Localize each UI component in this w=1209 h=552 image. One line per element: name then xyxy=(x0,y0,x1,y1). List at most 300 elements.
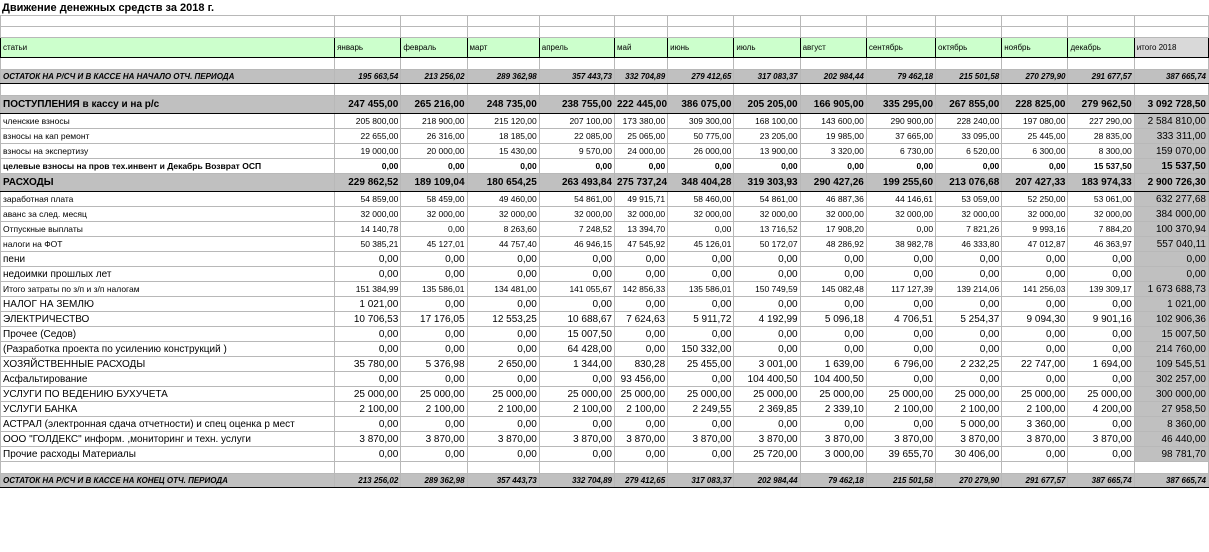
value-cell[interactable]: 32 000,00 xyxy=(467,207,539,222)
value-cell[interactable]: 267 855,00 xyxy=(936,96,1002,114)
value-cell[interactable]: 4 192,99 xyxy=(734,312,800,327)
value-cell[interactable]: 32 000,00 xyxy=(936,207,1002,222)
value-cell[interactable]: 207 100,00 xyxy=(539,114,614,129)
value-cell[interactable]: 213 076,68 xyxy=(936,174,1002,192)
value-cell[interactable]: 4 706,51 xyxy=(866,312,935,327)
value-cell[interactable]: 6 730,00 xyxy=(866,144,935,159)
value-cell[interactable]: 0,00 xyxy=(539,159,614,174)
value-cell[interactable]: 2 232,25 xyxy=(936,357,1002,372)
value-cell[interactable]: 23 205,00 xyxy=(734,129,800,144)
value-cell[interactable]: 0,00 xyxy=(467,267,539,282)
value-cell[interactable]: 13 900,00 xyxy=(734,144,800,159)
value-cell[interactable]: 2 369,85 xyxy=(734,402,800,417)
value-cell[interactable]: 0,00 xyxy=(800,327,866,342)
value-cell[interactable]: 0,00 xyxy=(936,252,1002,267)
value-cell[interactable]: 32 000,00 xyxy=(1068,207,1134,222)
value-cell[interactable]: 0,00 xyxy=(668,327,734,342)
empty-cell[interactable] xyxy=(866,84,935,96)
value-cell[interactable]: 25 000,00 xyxy=(539,387,614,402)
value-cell[interactable]: 0,00 xyxy=(734,252,800,267)
value-cell[interactable]: 13 716,52 xyxy=(734,222,800,237)
value-cell[interactable]: 0,00 xyxy=(866,372,935,387)
value-cell[interactable]: 3 870,00 xyxy=(1002,432,1068,447)
empty-cell[interactable] xyxy=(1,462,335,474)
value-cell[interactable]: 0,00 xyxy=(467,417,539,432)
value-cell[interactable]: 0,00 xyxy=(467,372,539,387)
value-cell[interactable]: 145 082,48 xyxy=(800,282,866,297)
empty-cell[interactable] xyxy=(467,27,539,38)
empty-cell[interactable] xyxy=(401,84,467,96)
value-cell[interactable]: 0,00 xyxy=(1068,327,1134,342)
value-cell[interactable]: 290 900,00 xyxy=(866,114,935,129)
value-cell[interactable]: 0,00 xyxy=(1068,342,1134,357)
empty-cell[interactable] xyxy=(401,27,467,38)
empty-cell[interactable] xyxy=(615,462,668,474)
value-cell[interactable]: 38 982,78 xyxy=(866,237,935,252)
value-cell[interactable]: 2 100,00 xyxy=(467,402,539,417)
value-cell[interactable]: 0,00 xyxy=(467,342,539,357)
total-cell[interactable]: 0,00 xyxy=(1134,267,1208,282)
empty-cell[interactable] xyxy=(1134,462,1208,474)
total-cell[interactable]: 100 370,94 xyxy=(1134,222,1208,237)
value-cell[interactable]: 275 737,24 xyxy=(615,174,668,192)
value-cell[interactable]: 28 835,00 xyxy=(1068,129,1134,144)
value-cell[interactable]: 0,00 xyxy=(800,159,866,174)
value-cell[interactable]: 1 021,00 xyxy=(335,297,401,312)
value-cell[interactable]: 0,00 xyxy=(734,342,800,357)
empty-cell[interactable] xyxy=(800,84,866,96)
value-cell[interactable]: 6 300,00 xyxy=(1002,144,1068,159)
value-cell[interactable]: 22 655,00 xyxy=(335,129,401,144)
empty-cell[interactable] xyxy=(668,462,734,474)
value-cell[interactable]: 386 075,00 xyxy=(668,96,734,114)
empty-cell[interactable] xyxy=(866,27,935,38)
value-cell[interactable]: 0,00 xyxy=(668,417,734,432)
value-cell[interactable]: 227 290,00 xyxy=(1068,114,1134,129)
total-cell[interactable]: 632 277,68 xyxy=(1134,192,1208,207)
value-cell[interactable]: 0,00 xyxy=(539,372,614,387)
empty-cell[interactable] xyxy=(1134,84,1208,96)
empty-cell[interactable] xyxy=(615,16,668,27)
value-cell[interactable]: 9 993,16 xyxy=(1002,222,1068,237)
empty-cell[interactable] xyxy=(335,16,401,27)
value-cell[interactable]: 10 706,53 xyxy=(335,312,401,327)
value-cell[interactable]: 0,00 xyxy=(668,267,734,282)
row-label-cell[interactable]: АСТРАЛ (электронная сдача отчетности) и спец оценка р мест xyxy=(1,417,335,432)
value-cell[interactable]: 19 985,00 xyxy=(800,129,866,144)
value-cell[interactable]: 25 000,00 xyxy=(866,387,935,402)
value-cell[interactable]: 25 000,00 xyxy=(668,387,734,402)
row-label-cell[interactable]: аванс за след. месяц xyxy=(1,207,335,222)
row-label-cell[interactable]: Отпускные выплаты xyxy=(1,222,335,237)
empty-cell[interactable] xyxy=(1002,27,1068,38)
value-cell[interactable]: 15 430,00 xyxy=(467,144,539,159)
value-cell[interactable]: 270 279,90 xyxy=(1002,70,1068,84)
row-label-cell[interactable]: ООО "ГОЛДЕКС" информ. ,мониторинг и техн. услуги xyxy=(1,432,335,447)
value-cell[interactable]: 317 083,37 xyxy=(734,70,800,84)
value-cell[interactable]: 139 309,17 xyxy=(1068,282,1134,297)
value-cell[interactable]: 0,00 xyxy=(615,267,668,282)
value-cell[interactable]: 0,00 xyxy=(335,372,401,387)
value-cell[interactable]: 197 080,00 xyxy=(1002,114,1068,129)
value-cell[interactable]: 22 747,00 xyxy=(1002,357,1068,372)
value-cell[interactable]: 0,00 xyxy=(467,447,539,462)
value-cell[interactable]: 24 000,00 xyxy=(615,144,668,159)
value-cell[interactable]: 25 000,00 xyxy=(401,387,467,402)
column-header-month[interactable]: декабрь xyxy=(1068,38,1134,58)
value-cell[interactable]: 0,00 xyxy=(401,327,467,342)
value-cell[interactable]: 18 185,00 xyxy=(467,129,539,144)
empty-cell[interactable] xyxy=(800,16,866,27)
value-cell[interactable]: 0,00 xyxy=(401,372,467,387)
value-cell[interactable]: 0,00 xyxy=(615,252,668,267)
value-cell[interactable]: 319 303,93 xyxy=(734,174,800,192)
empty-cell[interactable] xyxy=(1,58,335,70)
value-cell[interactable]: 5 376,98 xyxy=(401,357,467,372)
empty-cell[interactable] xyxy=(1134,58,1208,70)
value-cell[interactable]: 22 085,00 xyxy=(539,129,614,144)
value-cell[interactable]: 202 984,44 xyxy=(734,474,800,488)
value-cell[interactable]: 0,00 xyxy=(866,327,935,342)
value-cell[interactable]: 0,00 xyxy=(866,342,935,357)
value-cell[interactable]: 32 000,00 xyxy=(1002,207,1068,222)
column-header-month[interactable]: январь xyxy=(335,38,401,58)
total-cell[interactable]: 2 584 810,00 xyxy=(1134,114,1208,129)
empty-cell[interactable] xyxy=(1,16,335,27)
value-cell[interactable]: 117 127,39 xyxy=(866,282,935,297)
value-cell[interactable]: 0,00 xyxy=(734,159,800,174)
value-cell[interactable]: 199 255,60 xyxy=(866,174,935,192)
value-cell[interactable]: 15 007,50 xyxy=(539,327,614,342)
row-label-cell[interactable]: УСЛУГИ БАНКА xyxy=(1,402,335,417)
column-header-month[interactable]: апрель xyxy=(539,38,614,58)
value-cell[interactable]: 0,00 xyxy=(615,342,668,357)
value-cell[interactable]: 2 100,00 xyxy=(866,402,935,417)
value-cell[interactable]: 0,00 xyxy=(539,417,614,432)
row-label-cell[interactable]: Прочее (Седов) xyxy=(1,327,335,342)
row-label-cell[interactable]: УСЛУГИ ПО ВЕДЕНИЮ БУХУЧЕТА xyxy=(1,387,335,402)
value-cell[interactable]: 1 344,00 xyxy=(539,357,614,372)
row-label-cell[interactable]: ОСТАТОК НА Р/СЧ И В КАССЕ НА КОНЕЦ ОТЧ. ПЕРИОДА xyxy=(1,474,335,488)
empty-cell[interactable] xyxy=(734,16,800,27)
total-cell[interactable]: 159 070,00 xyxy=(1134,144,1208,159)
value-cell[interactable]: 247 455,00 xyxy=(335,96,401,114)
total-cell[interactable]: 557 040,11 xyxy=(1134,237,1208,252)
total-cell[interactable]: 387 665,74 xyxy=(1134,70,1208,84)
value-cell[interactable]: 0,00 xyxy=(401,417,467,432)
column-header-month[interactable]: май xyxy=(615,38,668,58)
value-cell[interactable]: 0,00 xyxy=(1002,252,1068,267)
value-cell[interactable]: 0,00 xyxy=(800,297,866,312)
total-cell[interactable]: 46 440,00 xyxy=(1134,432,1208,447)
value-cell[interactable]: 46 946,15 xyxy=(539,237,614,252)
value-cell[interactable]: 2 100,00 xyxy=(539,402,614,417)
value-cell[interactable]: 3 870,00 xyxy=(668,432,734,447)
value-cell[interactable]: 26 000,00 xyxy=(668,144,734,159)
value-cell[interactable]: 0,00 xyxy=(335,159,401,174)
empty-cell[interactable] xyxy=(866,58,935,70)
row-label-cell[interactable]: Прочие расходы Материалы xyxy=(1,447,335,462)
value-cell[interactable]: 143 600,00 xyxy=(800,114,866,129)
value-cell[interactable]: 48 286,92 xyxy=(800,237,866,252)
value-cell[interactable]: 44 757,40 xyxy=(467,237,539,252)
value-cell[interactable]: 14 140,78 xyxy=(335,222,401,237)
value-cell[interactable]: 0,00 xyxy=(1068,372,1134,387)
value-cell[interactable]: 0,00 xyxy=(668,297,734,312)
row-label-cell[interactable]: целевые взносы на пров тех.инвент и Декабрь Возврат ОСП xyxy=(1,159,335,174)
row-label-cell[interactable]: (Разработка проекта по усилению конструкций ) xyxy=(1,342,335,357)
row-label-cell[interactable]: взносы на экспертизу xyxy=(1,144,335,159)
column-header-month[interactable]: ноябрь xyxy=(1002,38,1068,58)
value-cell[interactable]: 39 655,70 xyxy=(866,447,935,462)
value-cell[interactable]: 0,00 xyxy=(467,159,539,174)
empty-cell[interactable] xyxy=(800,27,866,38)
empty-cell[interactable] xyxy=(936,58,1002,70)
value-cell[interactable]: 0,00 xyxy=(467,252,539,267)
value-cell[interactable]: 0,00 xyxy=(866,222,935,237)
value-cell[interactable]: 33 095,00 xyxy=(936,129,1002,144)
value-cell[interactable]: 0,00 xyxy=(401,342,467,357)
value-cell[interactable]: 0,00 xyxy=(615,159,668,174)
empty-cell[interactable] xyxy=(866,16,935,27)
value-cell[interactable]: 3 320,00 xyxy=(800,144,866,159)
value-cell[interactable]: 0,00 xyxy=(866,297,935,312)
value-cell[interactable]: 25 000,00 xyxy=(467,387,539,402)
value-cell[interactable]: 26 316,00 xyxy=(401,129,467,144)
value-cell[interactable]: 228 825,00 xyxy=(1002,96,1068,114)
value-cell[interactable]: 15 537,50 xyxy=(1068,159,1134,174)
total-cell[interactable]: 384 000,00 xyxy=(1134,207,1208,222)
value-cell[interactable]: 25 000,00 xyxy=(734,387,800,402)
value-cell[interactable]: 3 870,00 xyxy=(1068,432,1134,447)
value-cell[interactable]: 213 256,02 xyxy=(335,474,401,488)
empty-cell[interactable] xyxy=(668,58,734,70)
value-cell[interactable]: 0,00 xyxy=(401,267,467,282)
value-cell[interactable]: 357 443,73 xyxy=(467,474,539,488)
value-cell[interactable]: 248 735,00 xyxy=(467,96,539,114)
total-cell[interactable]: 0,00 xyxy=(1134,252,1208,267)
empty-cell[interactable] xyxy=(335,84,401,96)
value-cell[interactable]: 0,00 xyxy=(401,159,467,174)
empty-cell[interactable] xyxy=(800,462,866,474)
empty-cell[interactable] xyxy=(1134,27,1208,38)
value-cell[interactable]: 7 248,52 xyxy=(539,222,614,237)
value-cell[interactable]: 0,00 xyxy=(1002,342,1068,357)
column-header-month[interactable]: сентябрь xyxy=(866,38,935,58)
value-cell[interactable]: 45 127,01 xyxy=(401,237,467,252)
empty-cell[interactable] xyxy=(936,462,1002,474)
row-label-cell[interactable]: взносы на кап ремонт xyxy=(1,129,335,144)
value-cell[interactable]: 12 553,25 xyxy=(467,312,539,327)
value-cell[interactable]: 25 445,00 xyxy=(1002,129,1068,144)
value-cell[interactable]: 357 443,73 xyxy=(539,70,614,84)
value-cell[interactable]: 3 870,00 xyxy=(335,432,401,447)
value-cell[interactable]: 135 586,01 xyxy=(668,282,734,297)
column-header-month[interactable]: февраль xyxy=(401,38,467,58)
value-cell[interactable]: 50 385,21 xyxy=(335,237,401,252)
value-cell[interactable]: 289 362,98 xyxy=(401,474,467,488)
value-cell[interactable]: 291 677,57 xyxy=(1002,474,1068,488)
column-header-label[interactable]: статьи xyxy=(1,38,335,58)
value-cell[interactable]: 3 001,00 xyxy=(734,357,800,372)
total-cell[interactable]: 15 537,50 xyxy=(1134,159,1208,174)
value-cell[interactable]: 0,00 xyxy=(1068,252,1134,267)
value-cell[interactable]: 25 000,00 xyxy=(615,387,668,402)
row-label-cell[interactable]: пени xyxy=(1,252,335,267)
value-cell[interactable]: 0,00 xyxy=(668,222,734,237)
empty-cell[interactable] xyxy=(936,16,1002,27)
value-cell[interactable]: 25 000,00 xyxy=(335,387,401,402)
value-cell[interactable]: 215 120,00 xyxy=(467,114,539,129)
empty-cell[interactable] xyxy=(800,58,866,70)
value-cell[interactable]: 4 200,00 xyxy=(1068,402,1134,417)
value-cell[interactable]: 3 870,00 xyxy=(615,432,668,447)
row-label-cell[interactable]: членские взносы xyxy=(1,114,335,129)
value-cell[interactable]: 3 870,00 xyxy=(734,432,800,447)
value-cell[interactable]: 0,00 xyxy=(335,252,401,267)
value-cell[interactable]: 5 096,18 xyxy=(800,312,866,327)
empty-cell[interactable] xyxy=(335,27,401,38)
value-cell[interactable]: 0,00 xyxy=(734,297,800,312)
total-cell[interactable]: 102 906,36 xyxy=(1134,312,1208,327)
total-cell[interactable]: 15 007,50 xyxy=(1134,327,1208,342)
value-cell[interactable]: 0,00 xyxy=(539,447,614,462)
empty-cell[interactable] xyxy=(1002,58,1068,70)
value-cell[interactable]: 32 000,00 xyxy=(668,207,734,222)
empty-cell[interactable] xyxy=(668,16,734,27)
value-cell[interactable]: 0,00 xyxy=(335,342,401,357)
value-cell[interactable]: 0,00 xyxy=(615,417,668,432)
value-cell[interactable]: 0,00 xyxy=(668,447,734,462)
value-cell[interactable]: 25 000,00 xyxy=(800,387,866,402)
value-cell[interactable]: 6 520,00 xyxy=(936,144,1002,159)
total-cell[interactable]: 387 665,74 xyxy=(1134,474,1208,488)
value-cell[interactable]: 0,00 xyxy=(335,267,401,282)
value-cell[interactable]: 7 624,63 xyxy=(615,312,668,327)
row-label-cell[interactable]: недоимки прошлых лет xyxy=(1,267,335,282)
empty-cell[interactable] xyxy=(668,27,734,38)
value-cell[interactable]: 291 677,57 xyxy=(1068,70,1134,84)
value-cell[interactable]: 0,00 xyxy=(866,252,935,267)
value-cell[interactable]: 279 412,65 xyxy=(615,474,668,488)
value-cell[interactable]: 0,00 xyxy=(1002,297,1068,312)
value-cell[interactable]: 139 214,06 xyxy=(936,282,1002,297)
value-cell[interactable]: 215 501,58 xyxy=(866,474,935,488)
value-cell[interactable]: 7 821,26 xyxy=(936,222,1002,237)
row-label-cell[interactable]: ПОСТУПЛЕНИЯ в кассу и на р/с xyxy=(1,96,335,114)
empty-cell[interactable] xyxy=(401,58,467,70)
value-cell[interactable]: 195 663,54 xyxy=(335,70,401,84)
value-cell[interactable]: 52 250,00 xyxy=(1002,192,1068,207)
empty-cell[interactable] xyxy=(1002,462,1068,474)
row-label-cell[interactable]: ОСТАТОК НА Р/СЧ И В КАССЕ НА НАЧАЛО ОТЧ. ПЕРИОДА xyxy=(1,70,335,84)
value-cell[interactable]: 387 665,74 xyxy=(1068,474,1134,488)
empty-cell[interactable] xyxy=(734,58,800,70)
value-cell[interactable]: 79 462,18 xyxy=(866,70,935,84)
value-cell[interactable]: 47 545,92 xyxy=(615,237,668,252)
value-cell[interactable]: 3 870,00 xyxy=(800,432,866,447)
value-cell[interactable]: 46 333,80 xyxy=(936,237,1002,252)
value-cell[interactable]: 0,00 xyxy=(800,342,866,357)
total-cell[interactable]: 1 021,00 xyxy=(1134,297,1208,312)
value-cell[interactable]: 135 586,01 xyxy=(401,282,467,297)
value-cell[interactable]: 25 000,00 xyxy=(936,387,1002,402)
value-cell[interactable]: 32 000,00 xyxy=(539,207,614,222)
value-cell[interactable]: 348 404,28 xyxy=(668,174,734,192)
value-cell[interactable]: 0,00 xyxy=(1068,417,1134,432)
value-cell[interactable]: 32 000,00 xyxy=(800,207,866,222)
value-cell[interactable]: 32 000,00 xyxy=(866,207,935,222)
value-cell[interactable]: 0,00 xyxy=(539,297,614,312)
value-cell[interactable]: 0,00 xyxy=(668,159,734,174)
value-cell[interactable]: 215 501,58 xyxy=(936,70,1002,84)
value-cell[interactable]: 25 065,00 xyxy=(615,129,668,144)
value-cell[interactable]: 3 870,00 xyxy=(936,432,1002,447)
value-cell[interactable]: 238 755,00 xyxy=(539,96,614,114)
value-cell[interactable]: 50 775,00 xyxy=(668,129,734,144)
value-cell[interactable]: 141 055,67 xyxy=(539,282,614,297)
value-cell[interactable]: 0,00 xyxy=(615,297,668,312)
value-cell[interactable]: 5 911,72 xyxy=(668,312,734,327)
value-cell[interactable]: 213 256,02 xyxy=(401,70,467,84)
value-cell[interactable]: 0,00 xyxy=(936,159,1002,174)
value-cell[interactable]: 150 749,59 xyxy=(734,282,800,297)
value-cell[interactable]: 53 059,00 xyxy=(936,192,1002,207)
empty-cell[interactable] xyxy=(1068,16,1134,27)
value-cell[interactable]: 202 984,44 xyxy=(800,70,866,84)
value-cell[interactable]: 0,00 xyxy=(936,267,1002,282)
value-cell[interactable]: 32 000,00 xyxy=(615,207,668,222)
empty-cell[interactable] xyxy=(539,462,614,474)
value-cell[interactable]: 9 901,16 xyxy=(1068,312,1134,327)
value-cell[interactable]: 0,00 xyxy=(1002,267,1068,282)
value-cell[interactable]: 93 456,00 xyxy=(615,372,668,387)
value-cell[interactable]: 205 205,00 xyxy=(734,96,800,114)
value-cell[interactable]: 289 362,98 xyxy=(467,70,539,84)
empty-cell[interactable] xyxy=(539,58,614,70)
total-cell[interactable]: 214 760,00 xyxy=(1134,342,1208,357)
total-cell[interactable]: 300 000,00 xyxy=(1134,387,1208,402)
value-cell[interactable]: 0,00 xyxy=(936,372,1002,387)
value-cell[interactable]: 49 915,71 xyxy=(615,192,668,207)
value-cell[interactable]: 3 360,00 xyxy=(1002,417,1068,432)
value-cell[interactable]: 2 650,00 xyxy=(467,357,539,372)
value-cell[interactable]: 0,00 xyxy=(936,342,1002,357)
value-cell[interactable]: 279 412,65 xyxy=(668,70,734,84)
total-cell[interactable]: 333 311,00 xyxy=(1134,129,1208,144)
value-cell[interactable]: 104 400,50 xyxy=(734,372,800,387)
total-cell[interactable]: 1 673 688,73 xyxy=(1134,282,1208,297)
value-cell[interactable]: 54 861,00 xyxy=(539,192,614,207)
total-cell[interactable]: 3 092 728,50 xyxy=(1134,96,1208,114)
empty-cell[interactable] xyxy=(668,84,734,96)
value-cell[interactable]: 180 654,25 xyxy=(467,174,539,192)
value-cell[interactable]: 166 905,00 xyxy=(800,96,866,114)
value-cell[interactable]: 2 100,00 xyxy=(1002,402,1068,417)
row-label-cell[interactable]: РАСХОДЫ xyxy=(1,174,335,192)
value-cell[interactable]: 35 780,00 xyxy=(335,357,401,372)
value-cell[interactable]: 25 000,00 xyxy=(1068,387,1134,402)
empty-cell[interactable] xyxy=(1002,84,1068,96)
row-label-cell[interactable]: ХОЗЯЙСТВЕННЫЕ РАСХОДЫ xyxy=(1,357,335,372)
value-cell[interactable]: 3 870,00 xyxy=(539,432,614,447)
empty-cell[interactable] xyxy=(1,27,335,38)
value-cell[interactable]: 25 000,00 xyxy=(1002,387,1068,402)
value-cell[interactable]: 17 176,05 xyxy=(401,312,467,327)
column-header-month[interactable]: март xyxy=(467,38,539,58)
value-cell[interactable]: 0,00 xyxy=(1002,159,1068,174)
empty-cell[interactable] xyxy=(615,58,668,70)
